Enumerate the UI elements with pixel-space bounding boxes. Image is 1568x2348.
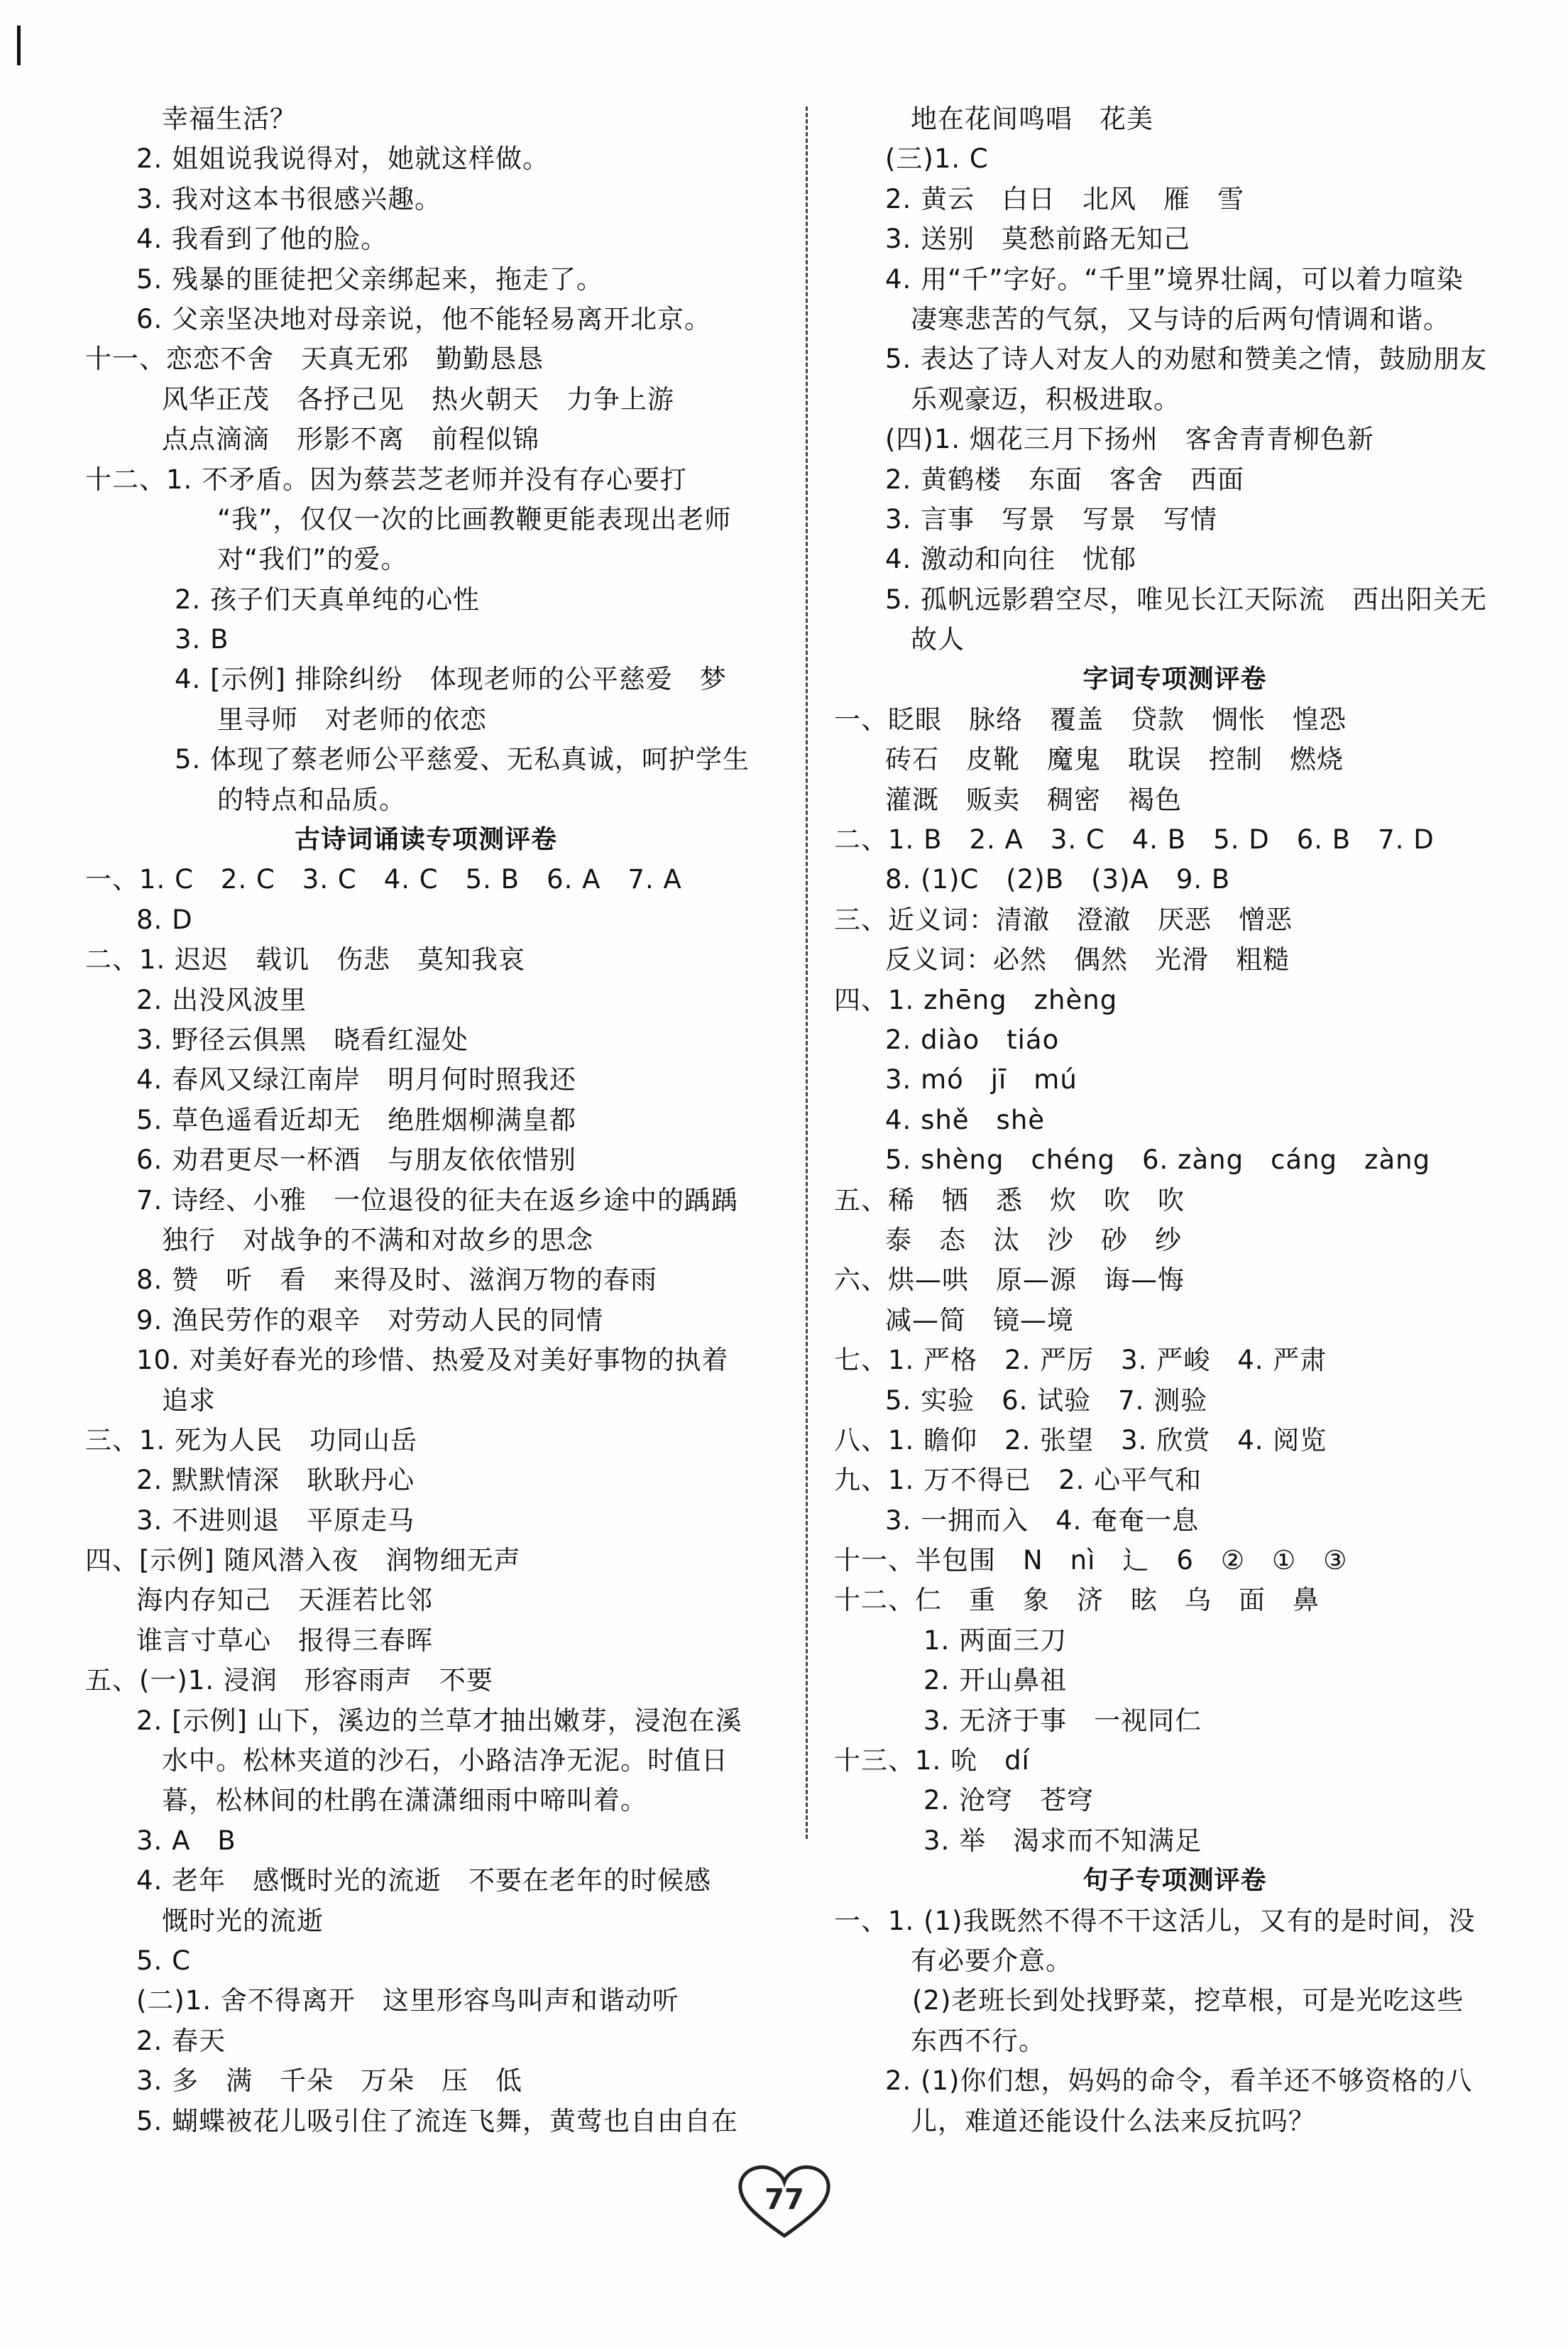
answer-line: 儿，难道还能设什么法来反抗吗？: [911, 2105, 1315, 2136]
answer-line: 5. 体现了蔡老师公平慈爱、无私真诚，呵护学生: [175, 744, 750, 775]
answer-line: 3. 我对这本书很感兴趣。: [136, 183, 442, 214]
answer-line: 6. 劝君更尽一杯酒 与朋友依依惜别: [136, 1145, 577, 1176]
answer-line: 4. 用“千”字好。“千里”境界壮阔，可以着力喧染: [885, 263, 1464, 295]
page-number-badge: [735, 2162, 834, 2241]
answer-line: 凄寒悲苦的气氛，又与诗的后两句情调和谐。: [911, 303, 1450, 334]
answer-line: 8. D: [136, 904, 193, 935]
answer-line: 8. (1)C (2)B (3)A 9. B: [885, 864, 1231, 895]
answer-line: 8. 赞 听 看 来得及时、滋润万物的春雨: [136, 1265, 658, 1296]
answer-line: 3. 野径云俱黑 晓看红湿处: [136, 1024, 469, 1055]
answer-line: 2. [示例] 山下，溪边的兰草才抽出嫩芽，浸泡在溪: [136, 1705, 742, 1736]
answer-line: 4. 老年 感慨时光的流逝 不要在老年的时候感: [136, 1865, 712, 1896]
answer-line: 六、烘—哄 原—源 诲—悔: [834, 1265, 1185, 1296]
answer-line: 有必要介意。: [911, 1945, 1073, 1976]
answer-line: 东西不行。: [911, 2025, 1046, 2056]
answer-line: 一、眨眼 脉络 覆盖 贷款 惆怅 惶恐: [834, 704, 1347, 735]
answer-line: 3. 多 满 千朵 万朵 压 低: [136, 2065, 523, 2097]
answer-line: 五、(一)1. 浸润 形容雨声 不要: [85, 1665, 493, 1696]
answer-line: 5. shèng chéng 6. zàng cáng zàng: [885, 1145, 1431, 1176]
answer-line: 2. 黄鹤楼 东面 客舍 西面: [885, 464, 1245, 495]
answer-line: 4. shě shè: [885, 1104, 1046, 1135]
answer-line: 3. A B: [136, 1825, 236, 1856]
answer-line: 故人: [911, 624, 965, 655]
answer-line: 2. 黄云 白日 北风 雁 雪: [885, 183, 1245, 214]
answer-line: 灌溉 贩卖 稠密 褐色: [885, 784, 1182, 815]
answer-line: 暮，松林间的杜鹃在潇潇细雨中啼叫着。: [162, 1785, 647, 1816]
answer-line: 1. 两面三刀: [923, 1625, 1068, 1656]
answer-line: 九、1. 万不得已 2. 心平气和: [834, 1465, 1202, 1496]
answer-line: 2. 孩子们天真单纯的心性: [175, 584, 481, 615]
answer-line: (2)老班长到处找野菜，挖草根，可是光吃这些: [885, 1985, 1464, 2016]
answer-line: 2. 开山鼻祖: [923, 1665, 1068, 1696]
section-heading: 古诗词诵读专项测评卷: [294, 825, 557, 855]
answer-line: 一、1. (1)我既然不得不干这活儿，又有的是时间，没: [834, 1905, 1476, 1936]
answer-line: 2. (1)你们想，妈妈的命令，看羊还不够资格的八: [885, 2065, 1473, 2097]
answer-line: 2. diào tiáo: [885, 1024, 1060, 1055]
answer-line: 5. 实验 6. 试验 7. 测验: [885, 1385, 1208, 1416]
answer-line: 五、稀 牺 悉 炊 吹 吹: [834, 1184, 1185, 1216]
answer-line: 砖石 皮靴 魔鬼 耽误 控制 燃烧: [885, 744, 1344, 775]
answer-line: (四)1. 烟花三月下扬州 客舍青青柳色新: [885, 424, 1374, 455]
answer-line: (三)1. C: [885, 143, 989, 175]
answer-line: 谁言寸草心 报得三春晖: [136, 1625, 433, 1656]
answer-line: 二、1. 迟迟 载讥 伤悲 莫知我哀: [85, 944, 526, 976]
answer-line: 4. 激动和向往 忧郁: [885, 544, 1137, 575]
answer-line: 风华正茂 各抒己见 热火朝天 力争上游: [162, 383, 674, 415]
answer-line: 2. 出没风波里: [136, 984, 307, 1015]
answer-line: 3. 不进则退 平原走马: [136, 1505, 415, 1536]
answer-line: 十二、1. 不矛盾。因为蔡芸芝老师并没有存心要打: [85, 464, 688, 495]
answer-line: 2. 沧穹 苍穹: [923, 1785, 1095, 1816]
answer-line: 9. 渔民劳作的艰辛 对劳动人民的同情: [136, 1304, 604, 1336]
section-heading: 字词专项测评卷: [1082, 665, 1267, 694]
answer-line: 3. 一拥而入 4. 奄奄一息: [885, 1505, 1200, 1536]
column-divider: [806, 107, 808, 1839]
answer-line: 5. C: [136, 1945, 191, 1976]
answer-line: 水中。松林夹道的沙石，小路洁净无泥。时值日: [162, 1745, 728, 1776]
answer-line: 5. 表达了诗人对友人的劝慰和赞美之情，鼓励朋友: [885, 344, 1488, 375]
answer-line: 5. 残暴的匪徒把父亲绑起来，拖走了。: [136, 263, 604, 295]
answer-line: 海内存知己 天涯若比邻: [136, 1585, 433, 1616]
answer-line: 四、[示例] 随风潜入夜 润物细无声: [85, 1545, 521, 1576]
answer-line: 十二、仁 重 象 济 眩 乌 面 鼻: [834, 1585, 1320, 1616]
answer-line: 四、1. zhēng zhèng: [834, 984, 1118, 1015]
answer-line: 的特点和品质。: [217, 784, 406, 815]
answer-line: 3. mó jī mú: [885, 1064, 1078, 1096]
answer-line: “我”，仅仅一次的比画教鞭更能表现出老师: [217, 503, 732, 535]
answer-line: 5. 孤帆远影碧空尽，唯见长江天际流 西出阳关无: [885, 584, 1488, 615]
answer-line: 七、1. 严格 2. 严厉 3. 严峻 4. 严肃: [834, 1345, 1327, 1376]
answer-line: 地在花间鸣唱 花美: [911, 104, 1153, 134]
answer-line: 点点滴滴 形影不离 前程似锦: [162, 424, 539, 455]
answer-line: 4. 我看到了他的脸。: [136, 224, 388, 255]
answer-line: 三、1. 死为人民 功同山岳: [85, 1424, 418, 1456]
answer-line: 2. 春天: [136, 2025, 226, 2056]
answer-line: 5. 蝴蝶被花儿吸引住了流连飞舞，黄莺也自由自在: [136, 2105, 739, 2136]
right-column: [834, 99, 1515, 2141]
answer-line: 3. 言事 写景 写景 写情: [885, 503, 1218, 535]
answer-line: 3. 举 渴求而不知满足: [923, 1825, 1202, 1856]
answer-line: 三、近义词：清澈 澄澈 厌恶 憎恶: [834, 904, 1293, 935]
answer-line: 慨时光的流逝: [162, 1905, 324, 1936]
answer-line: 3. 无济于事 一视同仁: [923, 1705, 1202, 1736]
answer-line: 二、1. B 2. A 3. C 4. B 5. D 6. B 7. D: [834, 824, 1435, 856]
page-number: 77: [764, 2183, 804, 2216]
answer-line: 十一、恋恋不舍 天真无邪 勤勤恳恳: [85, 344, 544, 375]
answer-line: 十三、1. 吮 dí: [834, 1745, 1030, 1776]
corner-mark: [17, 26, 21, 65]
answer-line: 一、1. C 2. C 3. C 4. C 5. B 6. A 7. A: [85, 864, 682, 895]
answer-line: 乐观豪迈，积极进取。: [911, 383, 1180, 415]
answer-line: 十一、半包围 N nì 辶 6 ② ① ③: [834, 1545, 1348, 1576]
answer-line: 2. 姐姐说我说得对，她就这样做。: [136, 143, 550, 175]
heart-icon: [735, 2162, 834, 2241]
answer-line: 6. 父亲坚决地对母亲说，他不能轻易离开北京。: [136, 303, 712, 334]
answer-line: 减—简 镜—境: [885, 1304, 1074, 1336]
answer-line: 反义词：必然 偶然 光滑 粗糙: [885, 944, 1290, 976]
answer-line: 对“我们”的爱。: [217, 544, 408, 575]
answer-line: 3. B: [175, 624, 229, 655]
answer-line: 4. [示例] 排除纠纷 体现老师的公平慈爱 梦: [175, 664, 727, 695]
answer-line: 八、1. 瞻仰 2. 张望 3. 欣赏 4. 阅览: [834, 1424, 1327, 1456]
answer-line: 幸福生活？: [162, 104, 297, 134]
answer-line: 10. 对美好春光的珍惜、热爱及对美好事物的执着: [136, 1345, 729, 1376]
answer-line: 追求: [162, 1385, 216, 1416]
answer-line: 7. 诗经、小雅 一位退役的征夫在返乡途中的踽踽: [136, 1184, 739, 1216]
answer-line: 3. 送别 莫愁前路无知己: [885, 224, 1191, 255]
left-column: [85, 99, 767, 2141]
answer-line: 独行 对战争的不满和对故乡的思念: [162, 1224, 593, 1255]
answer-line: 5. 草色遥看近却无 绝胜烟柳满皇都: [136, 1104, 577, 1135]
answer-line: 里寻师 对老师的依恋: [217, 704, 487, 735]
answer-line: (二)1. 舍不得离开 这里形容鸟叫声和谐动听: [136, 1985, 679, 2016]
answer-line: 4. 春风又绿江南岸 明月何时照我还: [136, 1064, 577, 1096]
answer-line: 泰 态 汰 沙 砂 纱: [885, 1224, 1182, 1255]
section-heading: 句子专项测评卷: [1082, 1866, 1267, 1896]
answer-line: 2. 默默情深 耿耿丹心: [136, 1465, 415, 1496]
